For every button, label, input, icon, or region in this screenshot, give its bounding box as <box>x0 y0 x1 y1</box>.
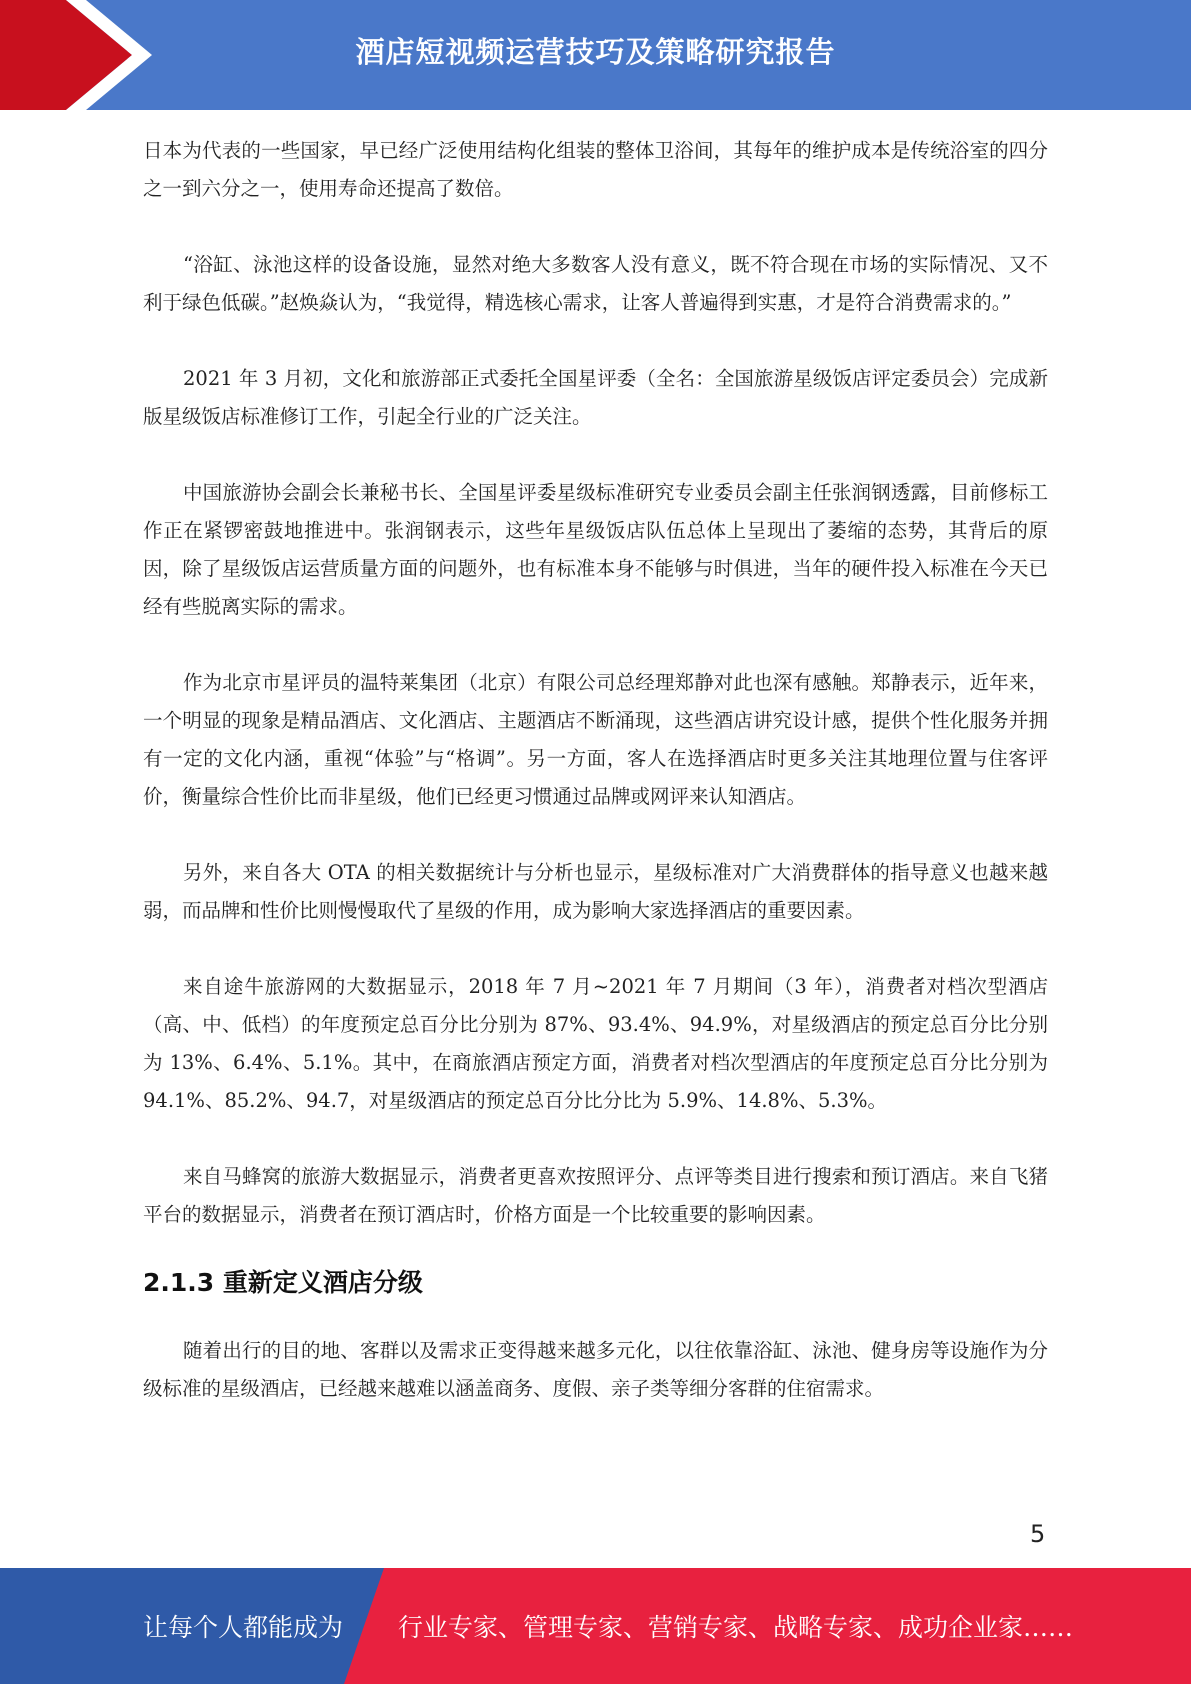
document-body <box>143 132 1048 1408</box>
paragraph-4: 中国旅游协会副会长兼秘书长、全国星评委星级标准研究专业委员会副主任张润钢透露，目前修标工作正在紧锣密鼓地推进中。张润钢表示，这些年星级饭店队伍总体上呈现出了萎缩的态势，其背后的原因，除了星级饭店运营质量方面的问题外，也有标准本身不能够与时俱进，当年的硬件投入标准在今天已经有些脱离实际的需求。 <box>143 481 1048 618</box>
paragraph-7: 来自途牛旅游网的大数据显示，2018 年 7 月~2021 年 7 月期间（3 年），消费者对档次型酒店（高、中、低档）的年度预定总百分比分别为 87%、93.4%、94.9%，对星级酒店的预定总百分比分别为 13%、6.4%、5.1%。其中，在商旅酒店预定方面，消费者对档次型酒店的年度预定总百分比分别为 94.1%、85.2%、94.7，对星级酒店的预定总百分比分比为 5.9%、14.8%、5.3%。 <box>143 975 1048 1112</box>
page-number: 5 <box>1030 1520 1046 1548</box>
paragraph-3: 2021 年 3 月初，文化和旅游部正式委托全国星评委（全名：全国旅游星级饭店评定委员会）完成新版星级饭店标准修订工作，引起全行业的广泛关注。 <box>143 367 1048 428</box>
section-heading: 2.1.3 重新定义酒店分级 <box>143 1268 423 1297</box>
page-header <box>0 0 1191 110</box>
paragraph-8: 来自马蜂窝的旅游大数据显示，消费者更喜欢按照评分、点评等类目进行搜索和预订酒店。来自飞猪平台的数据显示，消费者在预订酒店时，价格方面是一个比较重要的影响因素。 <box>143 1165 1048 1226</box>
paragraph-5: 作为北京市星评员的温特莱集团（北京）有限公司总经理郑静对此也深有感触。郑静表示，近年来，一个明显的现象是精品酒店、文化酒店、主题酒店不断涌现，这些酒店讲究设计感，提供个性化服务并拥有一定的文化内涵，重视“体验”与“格调”。另一方面，客人在选择酒店时更多关注其地理位置与住客评价，衡量综合性价比而非星级，他们已经更习惯通过品牌或网评来认知酒店。 <box>143 671 1048 808</box>
paragraph-6: 另外，来自各大 OTA 的相关数据统计与分析也显示，星级标准对广大消费群体的指导意义也越来越弱，而品牌和性价比则慢慢取代了星级的作用，成为影响大家选择酒店的重要因素。 <box>143 861 1048 922</box>
section-paragraph: 随着出行的目的地、客群以及需求正变得越来越多元化，以往依靠浴缸、泳池、健身房等设施作为分级标准的星级酒店，已经越来越难以涵盖商务、度假、亲子类等细分客群的住宿需求。 <box>143 1339 1048 1400</box>
paragraph-1: 日本为代表的一些国家，早已经广泛使用结构化组装的整体卫浴间，其每年的维护成本是传统浴室的四分之一到六分之一，使用寿命还提高了数倍。 <box>143 139 1048 200</box>
header-title: 酒店短视频运营技巧及策略研究报告 <box>355 35 836 69</box>
paragraph-2: “浴缸、泳池这样的设备设施，显然对绝大多数客人没有意义，既不符合现在市场的实际情况、又不利于绿色低碳。”赵焕焱认为，“我觉得，精选核心需求，让客人普遍得到实惠，才是符合消费需求的。” <box>143 253 1048 314</box>
footer-left-text: 让每个人都能成为 <box>143 1613 344 1642</box>
page-footer <box>0 1568 1191 1684</box>
header-arrow-icon <box>0 0 160 110</box>
footer-right-text: 行业专家、管理专家、营销专家、战略专家、成功企业家…… <box>398 1613 1074 1642</box>
